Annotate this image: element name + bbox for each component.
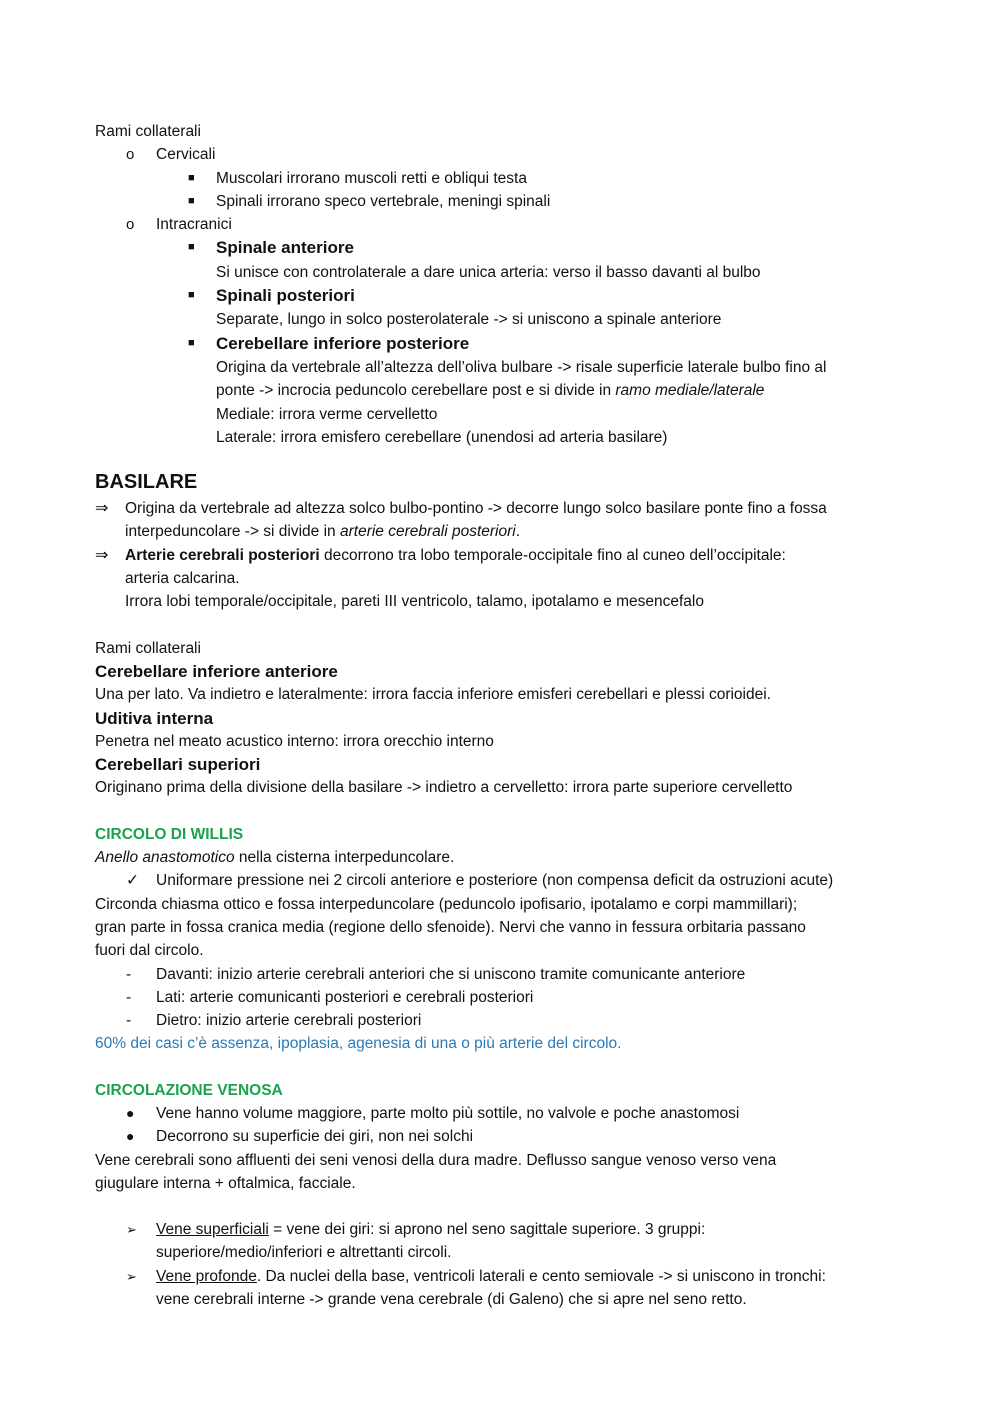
italic-text: ramo mediale/laterale [615, 382, 765, 400]
item-text: superiore/medio/inferiori e altrettanti circoli. [156, 1244, 452, 1262]
paragraph-line: giugulare interna + oftalmica, facciale. [95, 1174, 356, 1192]
dash-bullet-icon: - [126, 988, 132, 1006]
triangle-arrow-icon: ➢ [126, 1268, 137, 1284]
italic-text: Anello anastomotico [95, 849, 235, 867]
square-bullet-icon: ■ [188, 289, 195, 302]
square-bullet-icon: ■ [188, 241, 195, 254]
italic-text: arterie cerebrali posteriori [339, 523, 516, 541]
circle-bullet-icon: o [126, 146, 135, 164]
list-item [95, 1009, 915, 1032]
rami-collaterali-heading: Rami collaterali [95, 123, 201, 140]
text-span: nella cisterna interpeduncolare. [234, 849, 455, 867]
subheading: Cerebellari superiori [95, 755, 261, 775]
item-text: Origina da vertebrale all’altezza dell’oliva bulbare -> risale superficie laterale bulbo fino al [216, 358, 827, 376]
item-text [95, 379, 915, 402]
item-text: Laterale: irrora emisfero cerebellare (unendosi ad arteria basilare) [216, 428, 668, 446]
subheading: Cerebellare inferiore anteriore [95, 661, 338, 681]
item-text: Davanti: inizio arterie cerebrali anteriori che si uniscono tramite comunicante anteriore [156, 965, 746, 983]
bold-text: Arterie cerebrali posteriori [125, 546, 320, 564]
paragraph-line: gran parte in fossa cranica media (regione dello sfenoide). Nervi che vanno in fessura orbitaria passano [95, 918, 806, 936]
triangle-arrow-icon: ➢ [126, 1222, 137, 1238]
item-text: Decorrono su superficie dei giri, non nei solchi [156, 1128, 474, 1146]
rami-collaterali-heading: Rami collaterali [95, 639, 201, 657]
list-item [95, 1125, 915, 1148]
list-item [95, 1102, 915, 1125]
cervicali-label: Cervicali [156, 146, 216, 164]
double-arrow-icon: ⇒ [95, 500, 109, 518]
item-title: Cerebellare inferiore posteriore [216, 333, 470, 353]
square-bullet-icon: ■ [188, 336, 195, 349]
checkmark-icon: ✓ [126, 872, 139, 890]
text-span: ponte -> incrocia peduncolo cerebellare post e si divide in [216, 382, 616, 400]
item-text: Si unisce con controlaterale a dare unica arteria: verso il basso davanti al bulbo [216, 263, 761, 281]
dash-bullet-icon: - [126, 1012, 132, 1030]
item-title: Spinale anteriore [216, 238, 354, 258]
text-span: Origina da vertebrale ad altezza solco bulbo-pontino -> decorre lungo solco basilare ponte fino a fossa [125, 500, 827, 518]
subheading: Uditiva interna [95, 708, 214, 728]
square-bullet-icon: ■ [188, 171, 195, 184]
arrow-list-item [95, 1265, 915, 1288]
arrow-list-item [95, 1218, 915, 1241]
text-span: . Da nuclei della base, ventricoli laterali e cento semiovale -> si uniscono in tronchi: [256, 1267, 826, 1285]
paragraph-line: Originano prima della divisione della basilare -> indietro a cervelletto: irrora parte superiore cervelletto [95, 779, 793, 797]
arrow-item [95, 544, 915, 567]
paragraph-line: fuori dal circolo. [95, 942, 204, 960]
item-text: Separate, lungo in solco posterolaterale -> si uniscono a spinale anteriore [216, 311, 722, 329]
item-title: Spinali posteriori [216, 286, 355, 306]
list-item-cervicali [95, 143, 915, 166]
item-text: Mediale: irrora verme cervelletto [216, 405, 438, 423]
double-arrow-icon: ⇒ [95, 546, 109, 564]
item-text: Lati: arterie comunicanti posteriori e cerebrali posteriori [156, 988, 534, 1006]
list-item-intracranici [95, 213, 915, 236]
check-item [95, 869, 915, 892]
circle-bullet-icon: o [126, 216, 135, 234]
paragraph-line: Una per lato. Va indietro e lateralmente: irrora faccia inferiore emisferi cerebellari e plessi corioidei. [95, 686, 771, 704]
text-span: decorrono tra lobo temporale-occipitale fino al cuneo dell’occipitale: [319, 546, 786, 564]
list-item [95, 190, 915, 213]
arrow-item [95, 497, 915, 520]
item-text: Dietro: inizio arterie cerebrali posteriori [156, 1012, 422, 1030]
list-item [95, 284, 915, 308]
list-item [95, 986, 915, 1009]
section-title-basilare: BASILARE [95, 471, 198, 494]
dot-bullet-icon: ● [126, 1104, 135, 1121]
arrow-item-cont [95, 520, 915, 543]
square-bullet-icon: ■ [188, 194, 195, 207]
text-span: interpeduncolare -> si divide in [125, 523, 340, 541]
item-text: Muscolari irrorano muscoli retti e obliqui testa [216, 169, 527, 187]
list-item [95, 167, 915, 190]
section-title-willis: CIRCOLO DI WILLIS [95, 825, 244, 843]
note-line: 60% dei casi c’è assenza, ipoplasia, agenesia di una o più arterie del circolo. [95, 1035, 622, 1053]
document-page [95, 120, 915, 1311]
text-span: = vene dei giri: si aprono nel seno sagittale superiore. 3 gruppi: [268, 1221, 706, 1239]
section-title-venosa: CIRCOLAZIONE VENOSA [95, 1081, 283, 1099]
paragraph-line: Penetra nel meato acustico interno: irrora orecchio interno [95, 732, 494, 750]
item-text: Vene hanno volume maggiore, parte molto più sottile, no valvole e poche anastomosi [156, 1104, 740, 1122]
text-span: Uniformare pressione nei 2 circoli anteriore e posteriore (non compensa deficit da ostruzioni acute) [156, 872, 834, 890]
dash-bullet-icon: - [126, 965, 132, 983]
intracranici-label: Intracranici [156, 216, 232, 234]
underlined-text: Vene superficiali [156, 1221, 269, 1239]
paragraph-line: Vene cerebrali sono affluenti dei seni venosi della dura madre. Deflusso sangue venoso verso vena [95, 1151, 777, 1169]
arrow-item-cont: Irrora lobi temporale/occipitale, pareti III ventricolo, talamo, ipotalamo e mesencefalo [125, 593, 704, 611]
list-item [95, 332, 915, 356]
arrow-item-cont: arteria calcarina. [125, 570, 240, 588]
list-item [95, 236, 915, 260]
underlined-text: Vene profonde [156, 1267, 257, 1285]
item-text: Spinali irrorano speco vertebrale, meningi spinali [216, 192, 551, 210]
paragraph-line: Circonda chiasma ottico e fossa interpeduncolare (peduncolo ipofisario, ipotalamo e corpi mammillari); [95, 895, 798, 913]
item-text: vene cerebrali interne -> grande vena cerebrale (di Galeno) che si apre nel seno retto. [156, 1291, 747, 1309]
dot-bullet-icon: ● [126, 1128, 135, 1145]
paragraph-line [95, 846, 915, 869]
list-item [95, 963, 915, 986]
text-span: . [515, 523, 521, 541]
